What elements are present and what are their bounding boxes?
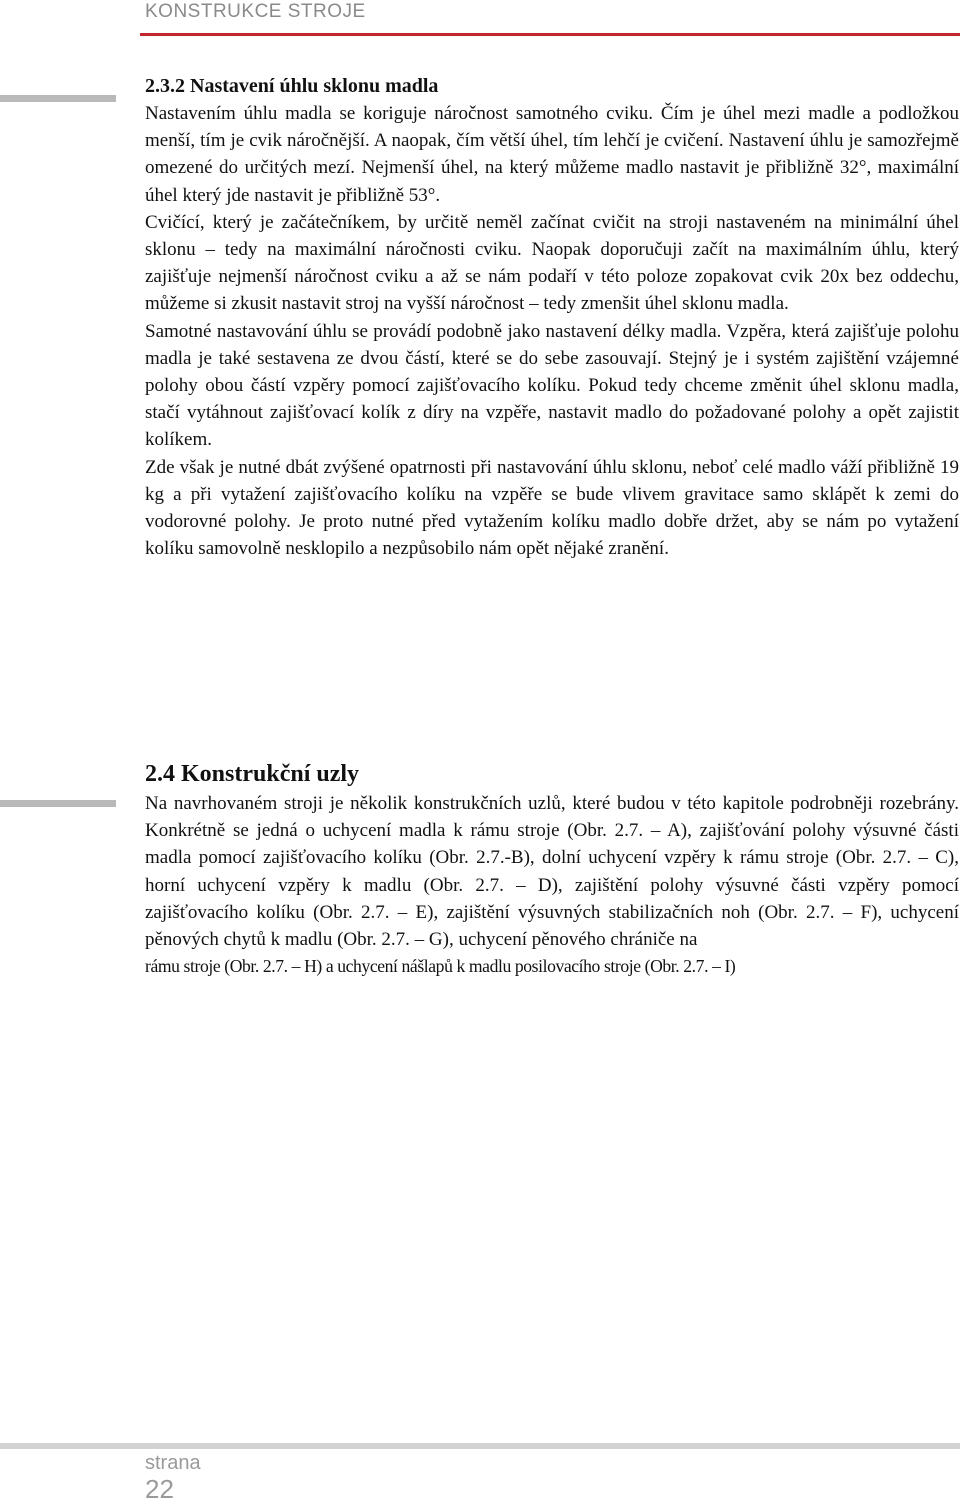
margin-marker (0, 95, 116, 102)
section-heading: 2.3.2 Nastavení úhlu sklonu madla (145, 75, 439, 97)
footer-rule (0, 1443, 960, 1449)
section-nastaveni-uhlu (145, 73, 959, 562)
paragraph: Zde však je nutné dbát zvýšené opatrnosti při nastavování úhlu sklonu, neboť celé madlo váží přibližně 19 kg a při vytažení zajišťovacího kolíku na vzpěře se bude vlivem gravitace samo sklápět k zemi do vodorovné polohy. Je proto nutné před vytažením kolíku madlo dobře držet, aby se nám po vytažení kolíku samovolně nesklopilo a nezpůsobilo nám opět nějaké zranění. (145, 456, 959, 560)
running-header: KONSTRUKCE STROJE (145, 1, 366, 22)
page-number: 22 (145, 1474, 174, 1504)
section-heading: 2.4 Konstrukční uzly (145, 761, 360, 787)
paragraph: Na navrhovaném stroji je několik konstrukčních uzlů, které budou v této kapitole podrobněji rozebrány. Konkrétně se jedná o uchycení madla k rámu stroje (Obr. 2.7. – A), zajišťování polohy výsuvné části madla pomocí zajišťovacího kolíku (Obr. 2.7.-B), dolní uchycení vzpěry k rámu stroje (Obr. 2.7. – C), horní uchycení vzpěry k madlu (Obr. 2.7. – D), zajištění polohy výsuvné části vzpěry pomocí zajišťovacího kolíku (Obr. 2.7. – E), zajištění výsuvných stabilizačních noh (Obr. 2.7. – F), uchycení pěnových chytů k madlu (Obr. 2.7. – G), uchycení pěnového chrániče na (145, 793, 959, 951)
margin-marker (0, 800, 116, 807)
paragraph: Nastavením úhlu madla se koriguje náročnost samotného cviku. Čím je úhel mezi madle a podložkou menší, tím je cvik náročnější. A naopak, čím větší úhel, tím lehčí je cvičení. Nastavení úhlu je samozřejmě omezené do určitých mezí. Nejmenší úhel, na který můžeme madlo nastavit je přibližně 32°, maximální úhel který jde nastavit je přibližně 53°. (145, 103, 959, 206)
paragraph-last-line: rámu stroje (Obr. 2.7. – H) a uchycení nášlapů k madlu posilovacího stroje (Obr. 2.7. – I) (145, 956, 736, 977)
paragraph: Samotné nastavování úhlu se provádí podobně jako nastavení délky madla. Vzpěra, která zajišťuje polohu madla je také sestavena ze dvou částí, které se do sebe zasouvají. Stejný je i systém zajištění vzájemné polohy obou částí vzpěry pomocí zajišťovacího kolíku. Pokud tedy chceme změnit úhel sklonu madla, stačí vytáhnout zajišťovací kolík z díry na vzpěře, nastavit madlo do požadované polohy a opět zajistit kolíkem. (145, 320, 959, 451)
footer-page-label: strana (145, 1452, 201, 1474)
paragraph: Cvičící, který je začátečníkem, by určitě neměl začínat cvičit na stroji nastaveném na minimální úhel sklonu – tedy na maximální náročnosti cviku. Naopak doporučuji začít na maximálním úhlu, který zajišťuje nejmenší náročnost cviku a až se nám podaří v této poloze zopakovat cvik 20x bez oddechu, můžeme si zkusit nastavit stroj na vyšší náročnost – tedy zmenšit úhel sklonu madla. (145, 211, 959, 315)
section-konstrukcni-uzly (145, 758, 959, 980)
header-rule (140, 33, 960, 36)
